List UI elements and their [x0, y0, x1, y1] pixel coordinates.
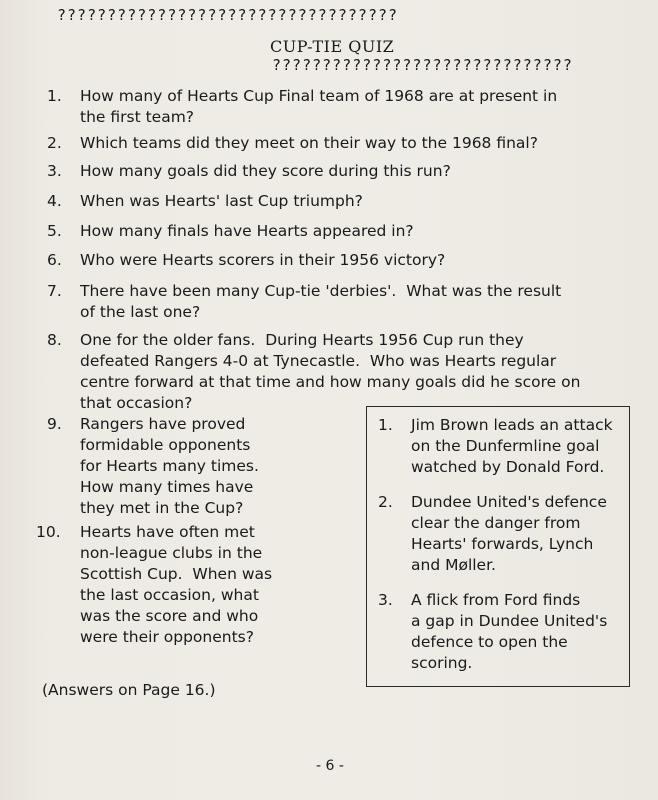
question-number: 6. — [47, 251, 62, 269]
caption-line: Dundee United's defence — [411, 493, 607, 511]
question-line: non-league clubs in the — [80, 544, 263, 562]
question-line: for Hearts many times. — [80, 457, 259, 475]
caption-line: a gap in Dundee United's — [411, 612, 608, 630]
photo-captions-box — [366, 406, 630, 687]
question-line: were their opponents? — [80, 628, 254, 646]
question-line: defeated Rangers 4-0 at Tynecastle. Who was Hearts regular — [80, 352, 557, 370]
question-line: Scottish Cup. When was — [80, 565, 273, 583]
question-line: they met in the Cup? — [80, 499, 244, 517]
question-number: 1. — [47, 87, 62, 105]
question-line: formidable opponents — [80, 436, 251, 454]
question-line: How many goals did they score during this run? — [80, 162, 451, 180]
caption-line: watched by Donald Ford. — [411, 458, 605, 476]
caption-line: Jim Brown leads an attack — [411, 416, 613, 434]
question-line: One for the older fans. During Hearts 1956 Cup run they — [80, 331, 524, 349]
top-question-marks: ?????????????????????????????????? — [57, 6, 399, 24]
caption-line: Hearts' forwards, Lynch — [411, 535, 594, 553]
question-number: 2. — [47, 134, 62, 152]
caption-line: A flick from Ford finds — [411, 591, 581, 609]
question-line: When was Hearts' last Cup triumph? — [80, 192, 363, 210]
question-line: There have been many Cup-tie 'derbies'. What was the result — [80, 282, 562, 300]
answers-reference: (Answers on Page 16.) — [42, 681, 216, 699]
question-number: 7. — [47, 282, 62, 300]
question-line: How many finals have Hearts appeared in? — [80, 222, 414, 240]
question-line: Hearts have often met — [80, 523, 255, 541]
question-number: 5. — [47, 222, 62, 240]
caption-number: 1. — [378, 416, 393, 434]
title-question-marks: ?????????????????????????????? — [272, 56, 573, 74]
question-line: the first team? — [80, 108, 195, 126]
caption-line: scoring. — [411, 654, 473, 672]
question-line: that occasion? — [80, 394, 193, 412]
question-line: Which teams did they meet on their way to the 1968 final? — [80, 134, 538, 152]
question-line: centre forward at that time and how many goals did he score on — [80, 373, 581, 391]
quiz-title: CUP-TIE QUIZ — [270, 37, 395, 56]
question-line: the last occasion, what — [80, 586, 259, 604]
question-line: Who were Hearts scorers in their 1956 victory? — [80, 251, 446, 269]
question-number: 8. — [47, 331, 62, 349]
question-line: How many times have — [80, 478, 254, 496]
question-number: 9. — [47, 415, 62, 433]
question-number: 10. — [36, 523, 61, 541]
caption-line: defence to open the — [411, 633, 568, 651]
caption-number: 3. — [378, 591, 393, 609]
caption-line: and Møller. — [411, 556, 496, 574]
question-line: Rangers have proved — [80, 415, 246, 433]
question-number: 4. — [47, 192, 62, 210]
caption-number: 2. — [378, 493, 393, 511]
question-line: of the last one? — [80, 303, 201, 321]
question-line: was the score and who — [80, 607, 259, 625]
caption-line: on the Dunfermline goal — [411, 437, 600, 455]
question-line: How many of Hearts Cup Final team of 1968 are at present in — [80, 87, 558, 105]
caption-line: clear the danger from — [411, 514, 581, 532]
page-number: - 6 - — [316, 758, 344, 774]
question-number: 3. — [47, 162, 62, 180]
